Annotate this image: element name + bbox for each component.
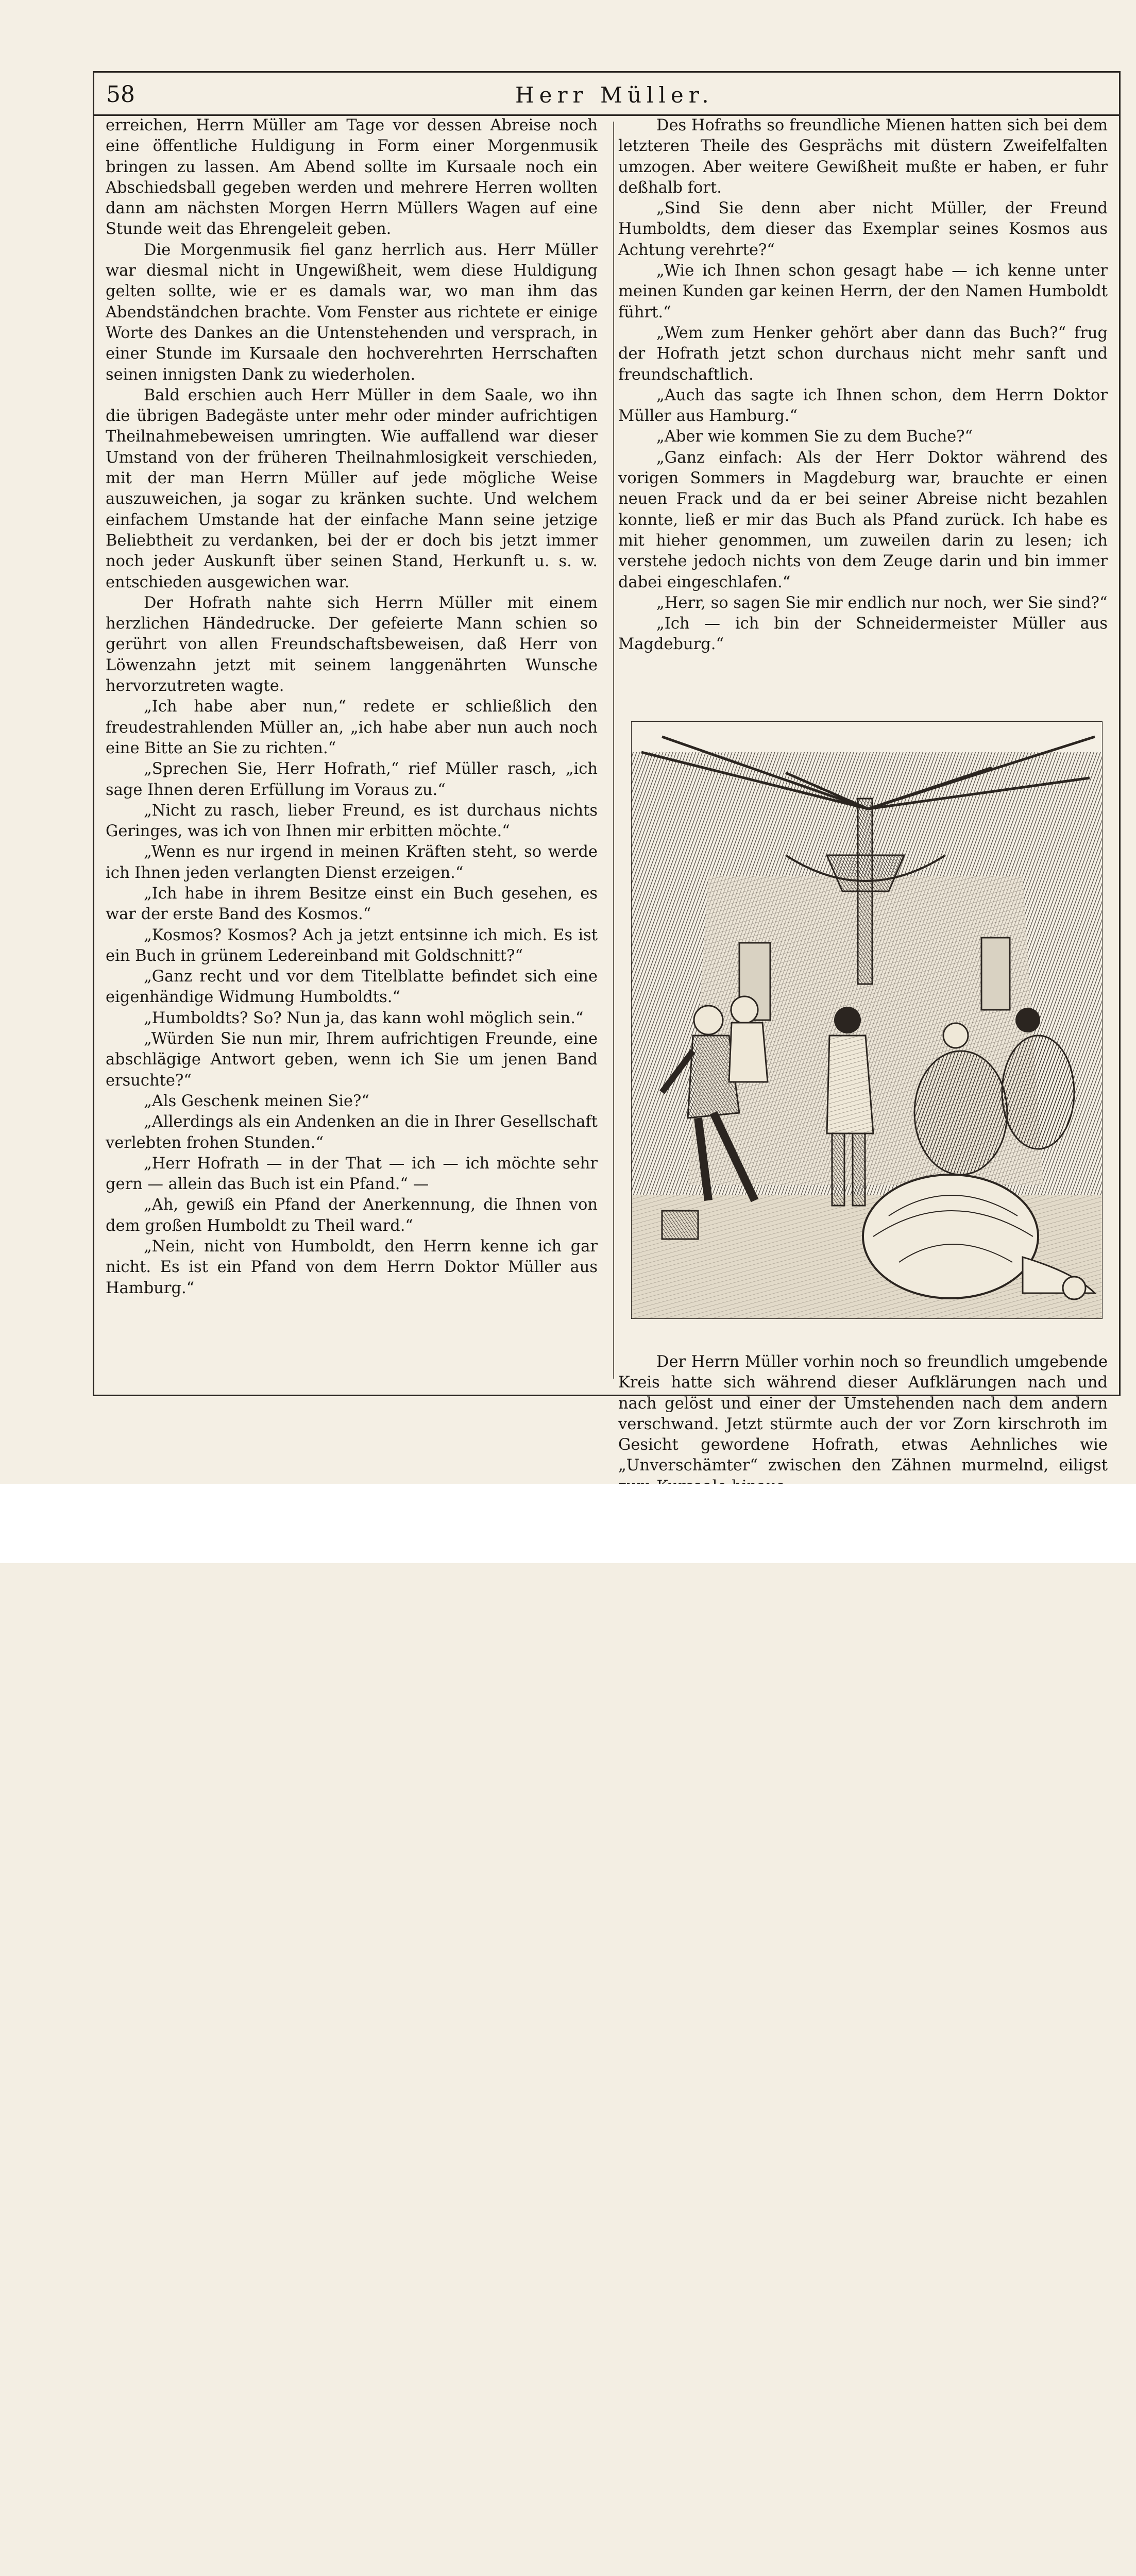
paragraph: „Ich — ich bin der Schneidermeister Müller aus Magdeburg.“ — [618, 615, 1108, 654]
stool — [662, 1211, 698, 1239]
paragraph: „Nicht zu rasch, lieber Freund, es ist durchaus nichts Geringes, was ich von Ihnen mir erbitten möchte.“ — [106, 801, 598, 841]
paragraph: Des Hofraths so freundliche Mienen hatten sich bei dem letzteren Theile des Gesprächs mit düstern Zweifelfalten umzogen. Aber weitere Gewißheit mußte er haben, er fuhr deßhalb fort. — [618, 116, 1108, 197]
paragraph: „Ich habe aber nun,“ redete er schließlich den freudestrahlenden Müller an, „ich habe aber nun auch noch eine Bitte an Sie zu richten.“ — [106, 698, 598, 757]
paragraph: Der Hofrath nahte sich Herrn Müller mit einem herzlichen Händedrucke. Der gefeierte Mann schien so gerührt von allen Freundschaftsbeweisen, daß Herr von Löwenzahn jetzt mit seinem langgenährten Wunsche hervorzutreten wagte. — [106, 594, 598, 696]
paragraph: „Aber wie kommen Sie zu dem Buche?“ — [656, 428, 973, 446]
paragraph: erreichen, Herrn Müller am Tage vor dessen Abreise noch eine öffentliche Huldigung in Form einer Morgenmusik bringen zu lassen. Am Abend sollte im Kursaale noch ein Abschiedsball gegeben werden und mehrere Herren wollten dann am nächsten Morgen Herrn Müllers Wagen auf eine Stunde weit das Ehrengeleit geben. — [106, 116, 598, 239]
footer-bar — [0, 1484, 1136, 1563]
paragraph: „Kosmos? Kosmos? Ach ja jetzt entsinne ich mich. Es ist ein Buch in grünem Ledereinband mit Goldschnitt?“ — [106, 926, 598, 965]
right-text-column-bottom — [618, 1352, 1108, 1497]
paragraph: Die Morgenmusik fiel ganz herrlich aus. Herr Müller war diesmal nicht in Ungewißheit, wem diese Huldigung gelten sollte, wie er es damals war, wo man ihm das Abendständchen brachte. Vom Fenster aus richtete er einige Worte des Dankes an die Untenstehenden und versprach, in einer Stunde im Kursaale den hochverehrten Herrschaften seinen innigsten Dank zu wiederholen. — [106, 241, 598, 384]
window — [981, 938, 1010, 1010]
right-text-column-top — [618, 115, 1108, 655]
engraving-illustration — [631, 721, 1103, 1319]
paragraph: „Herr, so sagen Sie mir endlich nur noch, wer Sie sind?“ — [656, 594, 1108, 612]
paragraph: „Ah, gewiß ein Pfand der Anerkennung, die Ihnen von dem großen Humboldt zu Theil ward.“ — [106, 1196, 598, 1235]
paragraph: „Nein, nicht von Humboldt, den Herrn kenne ich gar nicht. Es ist ein Pfand von dem Herrn Doktor Müller aus Hamburg.“ — [106, 1238, 598, 1297]
paragraph: „Wenn es nur irgend in meinen Kräften steht, so werde ich Ihnen jeden verlangten Dienst erzeigen.“ — [106, 843, 598, 882]
column-divider — [613, 122, 614, 1379]
paragraph: Bald erschien auch Herr Müller in dem Saale, wo ihn die übrigen Badegäste unter mehr oder minder aufrichtigen Theilnahmebeweisen umringten. Wie auffallend war dieser Umstand von der früheren Theilnahmlosigkeit verschieden, mit der man Herrn Müller auf jede mögliche Weise auszuweichen, ja sogar zu kränken suchte. Und welchem einfachem Umstande hat der einfache Mann seine jetzige Beliebtheit zu verdanken, bei der er doch bis jetzt immer noch jeder Auskunft über seinen Stand, Herkunft u. s. w. entschieden ausgewichen war. — [106, 386, 598, 591]
left-text-column — [106, 115, 598, 1299]
paragraph: „Allerdings als ein Andenken an die in Ihrer Gesellschaft verlebten frohen Stunden.“ — [106, 1113, 598, 1152]
paragraph: „Auch das sagte ich Ihnen schon, dem Herrn Doktor Müller aus Hamburg.“ — [618, 386, 1108, 426]
paragraph: „Sind Sie denn aber nicht Müller, der Freund Humboldts, dem dieser das Exemplar seines Kosmos aus Achtung verehrte?“ — [618, 199, 1108, 259]
page-number: 58 — [106, 81, 135, 108]
paragraph: „Ich habe in ihrem Besitze einst ein Buch gesehen, es war der erste Band des Kosmos.“ — [106, 884, 598, 924]
running-title: Herr Müller. — [515, 82, 714, 108]
paragraph: „Sprechen Sie, Herr Hofrath,“ rief Müller rasch, „ich sage Ihnen deren Erfüllung im Voraus zu.“ — [106, 760, 598, 799]
paragraph: „Wie ich Ihnen schon gesagt habe — ich kenne unter meinen Kunden gar keinen Herrn, der den Namen Humboldt führt.“ — [618, 262, 1108, 321]
paragraph: „Herr Hofrath — in der That — ich — ich möchte sehr gern — allein das Buch ist ein Pfand.“ — — [106, 1154, 598, 1194]
paragraph: „Ganz recht und vor dem Titelblatte befindet sich eine eigenhändige Widmung Humboldts.“ — [106, 968, 598, 1007]
paragraph: „Humboldts? So? Nun ja, das kann wohl möglich sein.“ — [144, 1009, 584, 1027]
paragraph: „Würden Sie nun mir, Ihrem aufrichtigen Freunde, eine abschlägige Antwort geben, wenn ich Sie um jenen Band ersuchte?“ — [106, 1030, 598, 1090]
paragraph: Der Herrn Müller vorhin noch so freundlich umgebende Kreis hatte sich während dieser Aufklärungen nach und nach gelöst und einer der Umstehenden nach dem andern verschwand. Jetzt stürmte auch der vor Zorn kirschroth im Gesicht gewordene Hofrath, etwas Aehnliches wie „Unverschämter“ zwischen den Zähnen murmelnd, eiligst — [618, 1353, 1108, 1475]
paragraph: „Als Geschenk meinen Sie?“ — [144, 1092, 369, 1110]
paragraph: „Wem zum Henker gehört aber dann das Buch?“ frug der Hofrath jetzt schon durchaus nicht mehr sanft und freundschaftlich. — [618, 324, 1108, 384]
paragraph: „Ganz einfach: Als der Herr Doktor während des vorigen Sommers in Magdeburg war, brauchte er einen neuen Frack und da er bei seiner Abreise nicht bezahlen konnte, ließ er mir das Buch als Pfand zurück. Ich habe es mit hieher genommen, um zuweilen darin zu lesen; ich verstehe jedoch nichts von dem Zeuge darin und bin immer dabei eingeschlafen.“ — [618, 448, 1108, 591]
